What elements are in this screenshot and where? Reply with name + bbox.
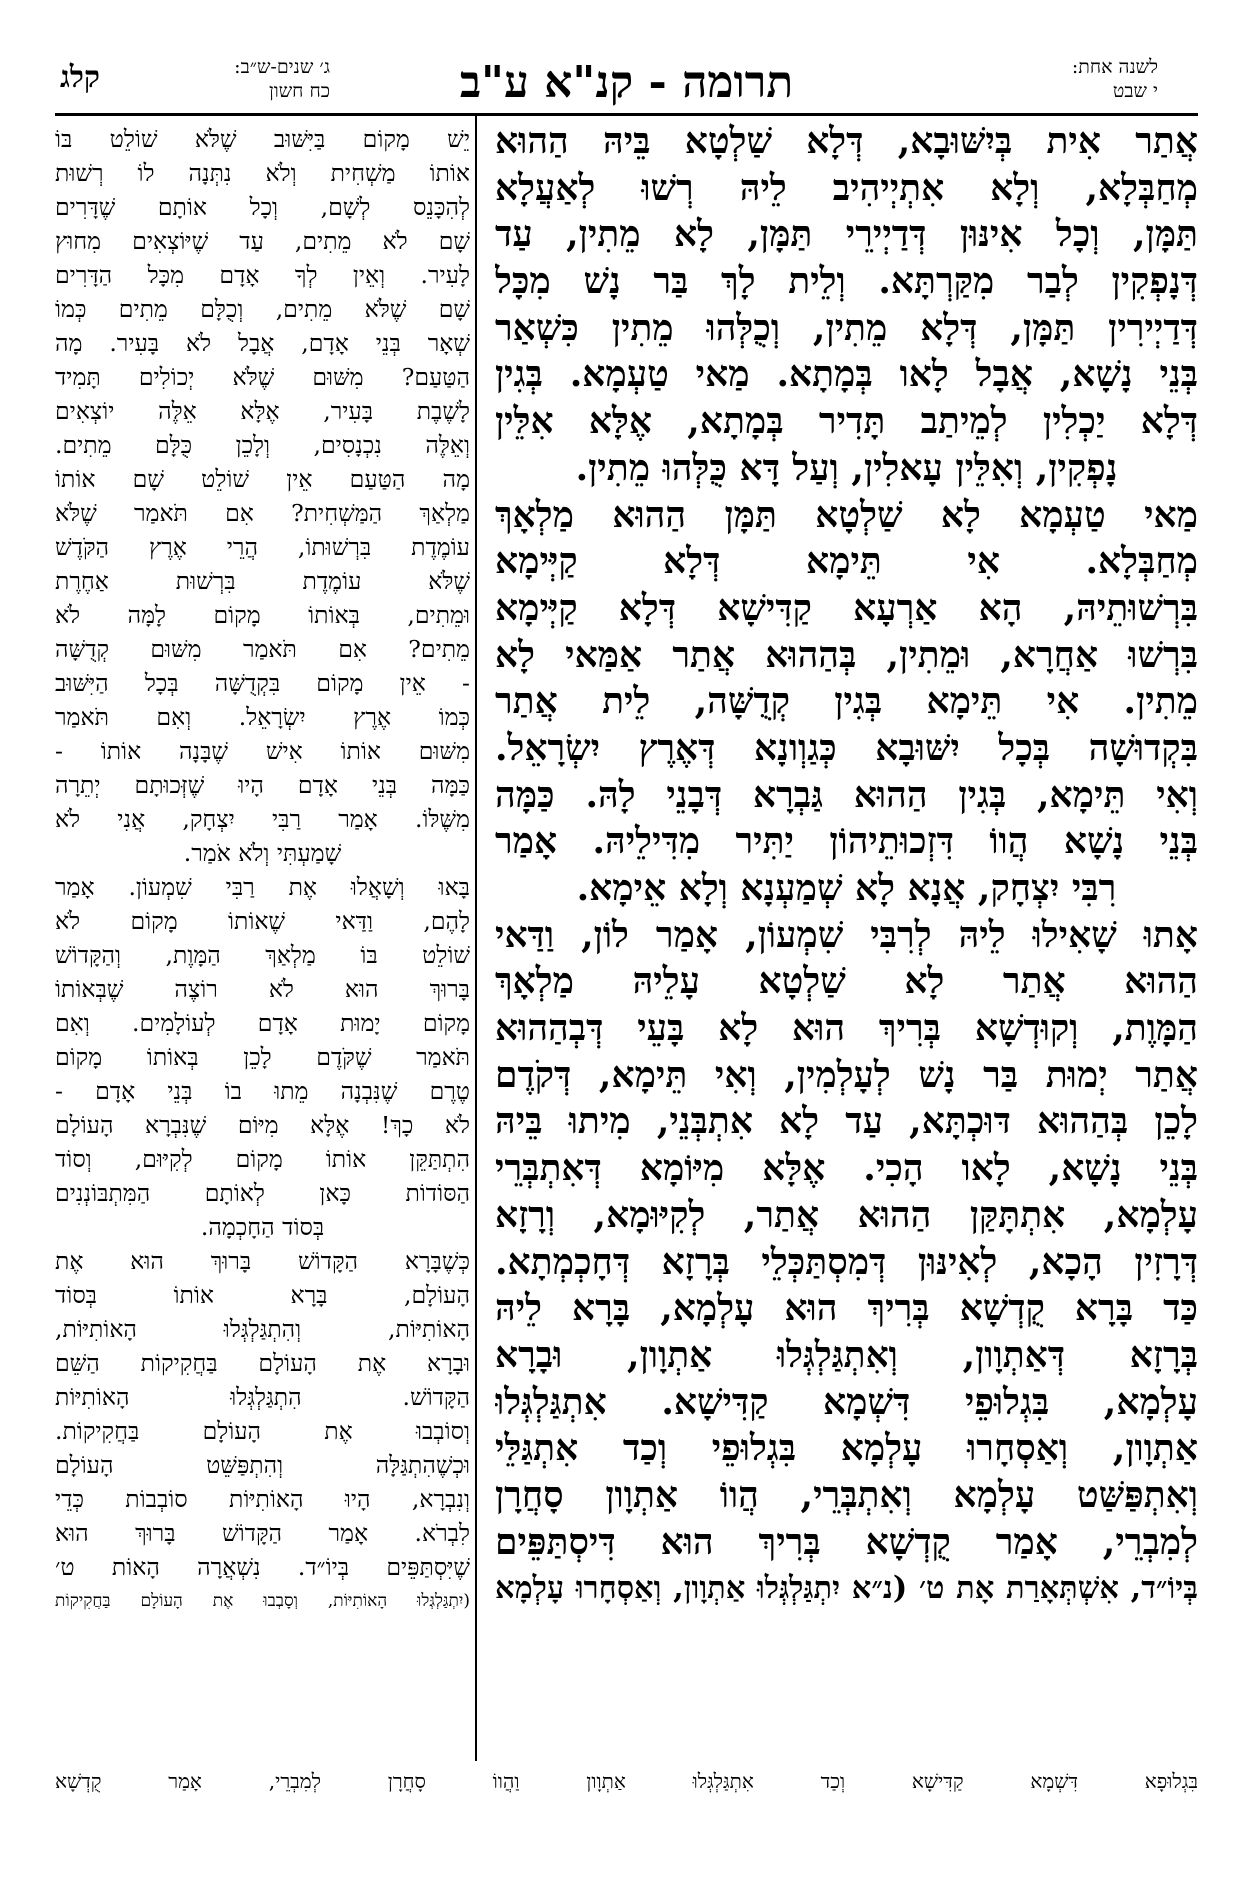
main-text-line: מַאי טַעְמָא לָא שַׁלְטָא תַּמָּן הַהוּא מַלְאָךְ — [495, 493, 1198, 536]
main-text-line: בְּרָזָא דְּאַתְוָון, וְאִתְגַּלְגְּלוּ אַתְוָון, וּבָרָא — [495, 1333, 1198, 1376]
side-text-line: מַלְאַךְ הַמַּשְׁחִית? אִם תֹּאמַר שֶׁלֹּא — [55, 499, 470, 527]
side-text-line: (יִתְגַּלְגְּלוּ הָאוֹתִיּוֹת, וְסָבְבוּ אֶת הָעוֹלָם בַּחֲקִיקוֹת — [55, 1591, 470, 1611]
side-text-line: מִשּׁוּם אוֹתוֹ אִישׁ שֶׁבָּנָה אוֹתוֹ - — [55, 737, 470, 765]
column-divider — [475, 116, 477, 1761]
side-text-line: שׁוֹלֵט בּוֹ מַלְאַךְ הַמָּוֶת, וְהַקָּדוֹשׁ — [55, 941, 470, 969]
side-text-line: מִשֶּׁלּוֹ. אָמַר רַבִּי יִצְחָק, אֲנִי לֹא — [55, 805, 470, 833]
main-text-line: נָפְקִין, וְאִלֵּין עָאלִין, וְעַל דָּא כֻּלְּהוּ מֵתִין. — [575, 446, 1118, 489]
side-text-line: לִבְרֹא. אָמַר הַקָּדוֹשׁ בָּרוּךְ הוּא — [55, 1519, 470, 1547]
side-text-line: לָעִיר. וְאֵין לְךָ אָדָם מִכָּל הַדָּרִים — [55, 261, 470, 289]
schedule-one-year-label: לשנה אחת: — [1071, 56, 1158, 78]
side-text-line: תֹּאמַר שֶׁקֹּדֶם לָכֵן בְּאוֹתוֹ מָקוֹם — [55, 1043, 470, 1071]
side-text-line: וּכְשֶׁהִתְגַּלָּה וְהִתְפַּשֵּׁט הָעוֹלָם — [55, 1451, 470, 1479]
main-text-line: בְּנֵי נָשָׁא, לָאו הָכִי. אֶלָּא מִיּוֹמָא דְּאִתְבְּרֵי — [495, 1147, 1198, 1190]
header-divider — [55, 113, 1198, 116]
side-text-line: הַסּוֹדוֹת כָּאן לְאוֹתָם הַמִּתְבּוֹנְנִים — [55, 1179, 470, 1207]
main-text-line: לָכֵן בְּהַהוּא דּוּכְתָּא, עַד לָא אִתְבְּנֵי, מִיתוּ בֵּיהּ — [495, 1100, 1198, 1143]
side-text-line: וּמֵתִים, בְּאוֹתוֹ מָקוֹם לָמָּה לֹא — [55, 601, 470, 629]
main-text-line: דְּנָפְקִין לְבַר מִקַּרְתָּא. וְלֵית לָךְ בַּר נָשׁ מִכָּל — [495, 260, 1198, 303]
side-text-line: שֶׁלֹּא עוֹמֶדֶת בִּרְשׁוּת אַחֶרֶת — [55, 567, 470, 595]
side-text-line: כְּמוֹ אֶרֶץ יִשְׂרָאֵל. וְאִם תֹּאמַר — [55, 703, 470, 731]
side-text-line: עוֹמֶדֶת בִּרְשׁוּתוֹ, הֲרֵי אֶרֶץ הַקֹּדֶשׁ — [55, 533, 470, 561]
main-text-line: עָלְמָא, אִתְתָּקַּן הַהוּא אֲתַר, לְקִיּוּמָא, וְרָזָא — [495, 1193, 1198, 1236]
side-text-line: לֹא כָךְ! אֶלָּא מִיּוֹם שֶׁנִּבְרָא הָעוֹלָם — [55, 1111, 470, 1139]
side-text-line: כַּמָּה בְּנֵי אָדָם הָיוּ שֶׁזְּכוּתָם יְתֵרָה — [55, 771, 470, 799]
side-text-line: מָקוֹם יָמוּת אָדָם לְעוֹלָמִים. וְאִם — [55, 1009, 470, 1037]
footnote-line: בִּגְלוּפָא דִּשְׁמָא קַדִּישָׁא וְכַד אִתְגַּלְגְּלוּ אַתְוָון וַהֲווֹ סָחֲרָן לְמִבְרֵי, אָמַר קֻדְשָׁא — [55, 1769, 1198, 1793]
main-text-line: בְּנֵי נָשָׁא הֲווֹ דִּזְכוּתֵיהוֹן יַתִּיר מִדִּילֵיהּ. אָמַר — [495, 820, 1198, 863]
side-text-line: שֶׁיִּסְתַּפֵּים בְּיוֹ״ד. נִשְׁאֲרָה הָאוֹת ט׳ — [55, 1553, 470, 1581]
side-text-line: שָׁם לֹא מֵתִים, עַד שֶׁיּוֹצְאִים מִחוּץ — [55, 227, 470, 255]
main-text-line: אֲתַר אִית בְּיִשּׁוּבָא, דְּלָא שַׁלְטָא בֵּיהּ הַהוּא — [495, 120, 1198, 162]
side-text-line: - אֵין מָקוֹם בִּקְדֻשָּׁה בְּכָל הַיִּשּׁוּב — [55, 669, 470, 697]
side-text-line: טֶרֶם שֶׁנִּבְנָה מֵתוּ בוֹ בְּנֵי אָדָם - — [55, 1077, 470, 1105]
main-text-line: וְאִי תֵּימָא, בְּגִין הַהוּא גַּבְרָא דְּבָנֵי לָהּ. כַּמָּה — [495, 773, 1198, 816]
main-text-line: דְּרָזִין הָכָא, לְאִינּוּן דְּמִסְתַּכְּלֵי בְּרָזָא דְּחָכְמְתָא. — [495, 1240, 1198, 1283]
side-text-line: וְאֵלֶּה נִכְנָסִים, וְלָכֵן כֻּלָּם מֵתִים. — [55, 431, 470, 459]
side-text-line: כְּשֶׁבָּרָא הַקָּדוֹשׁ בָּרוּךְ הוּא אֶת — [55, 1247, 470, 1275]
schedule-one-year-date: י שבט — [1112, 80, 1158, 102]
side-text-line: הַטַּעַם? מִשּׁוּם שֶׁלֹּא יְכוֹלִים תָּמִיד — [55, 363, 470, 391]
side-text-line: לְהִכָּנֵס לְשָׁם, וְכָל אוֹתָם שֶׁדָּרִים — [55, 193, 470, 221]
main-text-line: מְחַבְּלָא. אִי תֵּימָא דְּלָא קַיְּימָא — [495, 540, 1198, 583]
main-text-line: אֲתַר יְמוּת בַּר נָשׁ לְעָלְמִין, וְאִי תֵּימָא, דְּקֹדֶם — [495, 1053, 1198, 1096]
main-text-line: הַמָּוֶת, וְקוּדְשָׁא בְּרִיךְ הוּא לָא בָּעֵי דְּבְהַהוּא — [495, 1007, 1198, 1050]
side-text-line: לָהֶם, וַדַּאי שֶׁאוֹתוֹ מָקוֹם לֹא — [55, 907, 470, 935]
main-text-line: אַתְוָון, וְאַסְחָרוּ עָלְמָא בִּגְלוּפֵי וְכַד אִתְגַּלֵּי — [495, 1427, 1198, 1470]
side-text-line: בָּאוּ וְשָׁאֲלוּ אֶת רַבִּי שִׁמְעוֹן. אָמַר — [55, 873, 470, 901]
side-text-line: וְסוֹבְבוּ אֶת הָעוֹלָם בַּחֲקִיקוֹת. — [55, 1417, 470, 1445]
main-text-line: עָלְמָא, בִּגְלוּפֵי דִּשְׁמָא קַדִּישָׁא. אִתְגַּלְגְּלוּ — [495, 1380, 1198, 1423]
side-text-line: שָׁמַעְתִּי וְלֹא אֹמַר. — [183, 839, 342, 867]
side-text-line: וּבָרָא אֶת הָעוֹלָם בַּחֲקִיקוֹת הַשֵּׁם — [55, 1349, 470, 1377]
main-text-line: בִּרְשׁוּתֵיהּ, הָא אַרְעָא קַדִּישָׁא דְּלָא קַיְּימָא — [495, 586, 1198, 629]
main-text-line: מֵתִין. אִי תֵּימָא בְּגִין קְדֻשָּׁה, לֵית אֲתַר — [495, 680, 1198, 723]
schedule-three-years-label: ג׳ שנים-ש״ב: — [234, 56, 330, 78]
main-text-line: דְּדַיְירִין תַּמָּן, דְּלָא מֵתִין, וְכֻלְּהוּ מֵתִין כִּשְׁאַר — [495, 306, 1198, 349]
side-text-line: הִתְתַּקֵּן אוֹתוֹ מָקוֹם לְקִיּוּם, וְסוֹד — [55, 1145, 470, 1173]
main-text-line: בְּיוֹ״ד, אִשְׁתְּאָרַת אָת ט׳ (נ״א יִתְגַּלְגְּלוּ אַתְוָון, וְאַסְחָרוּ עָלְמָא — [495, 1570, 1198, 1607]
page-number: קלג — [60, 60, 100, 95]
page-title: תרומה - קנ"א ע"ב — [459, 57, 794, 108]
header-left-schedule — [140, 55, 330, 111]
main-text-line: בִּקְדוּשָׁה בְּכָל יִשּׁוּבָא כְּגַוְונָא דְּאֶרֶץ יִשְׂרָאֵל. — [495, 726, 1198, 769]
side-text-line: בְּסוֹד הַחָכְמָה. — [200, 1213, 325, 1241]
main-text-line: דְּלָא יַכְלִין לְמֵיתַב תָּדִיר בְּמָתָא, אֶלָּא אִלֵּין — [495, 400, 1198, 443]
main-text-line: תַּמָּן, וְכָל אִינּוּן דְּדַיְירֵי תַּמָּן, לָא מֵתִין, עַד — [495, 213, 1198, 256]
main-text-line: בְּנֵי נָשָׁא, אֲבָל לָאו בְּמָתָא. מַאי טַעְמָא. בְּגִין — [495, 353, 1198, 396]
side-text-line: בָּרוּךְ הוּא לֹא רוֹצֶה שֶׁבְּאוֹתוֹ — [55, 975, 470, 1003]
side-text-line: שְׁאָר בְּנֵי אָדָם, אֲבָל לֹא בָּעִיר. מָה — [55, 329, 470, 357]
hebrew-translation-column — [55, 122, 470, 1762]
side-text-line: יֵשׁ מָקוֹם בַּיִּשּׁוּב שֶׁלֹּא שׁוֹלֵט בּוֹ — [55, 125, 470, 153]
main-text-line: מְחַבְּלָא, וְלָא אִתְיְיהִיב לֵיהּ רְשׁוּ לְאַעֲלָא — [495, 166, 1198, 209]
side-text-line: לָשֶׁבֶת בָּעִיר, אֶלָּא אֵלֶּה יוֹצְאִים — [55, 397, 470, 425]
aramaic-text-column — [495, 118, 1198, 1758]
main-text-line: הַהוּא אֲתַר לָא שַׁלְטָא עָלֵיהּ מַלְאָךְ — [495, 960, 1198, 1003]
side-text-line: מֵתִים? אִם תֹּאמַר מִשּׁוּם קְדֻשָּׁה — [55, 635, 470, 663]
schedule-three-years-date: כח חשון — [269, 80, 330, 102]
main-text-line: בִּרְשׁוּ אַחֲרָא, וּמֵתִין, בְּהַהוּא אֲתַר אַמַּאי לָא — [495, 633, 1198, 676]
side-text-line: הַקָּדוֹשׁ. הִתְגַּלְגְּלוּ הָאוֹתִיּוֹת — [55, 1383, 470, 1411]
side-text-line: הָעוֹלָם, בָּרָא אוֹתוֹ בְּסוֹד — [55, 1281, 470, 1309]
main-text-line: וְאִתְפַּשַּׁט עָלְמָא וְאִתְבְּרֵי, הֲווֹ אַתְוָון סָחֲרָן — [495, 1473, 1198, 1516]
main-text-line: לְמִבְרֵי, אָמַר קֻדְשָׁא בְּרִיךְ הוּא דִּיסְתַּפֵּים — [495, 1520, 1198, 1563]
main-text-line: אָתוּ שָׁאִילוּ לֵיהּ לְרִבִּי שִׁמְעוֹן, אָמַר לוֹן, וַדַּאי — [495, 913, 1198, 956]
side-text-line: וְנִבְרָא, הָיוּ הָאוֹתִיּוֹת סוֹבְבוֹת כְּדֵי — [55, 1485, 470, 1513]
side-text-line: שָׁם שֶׁלֹּא מֵתִים, וְכֻלָּם מֵתִים כְּמוֹ — [55, 295, 470, 323]
main-text-line: רִבִּי יִצְחָק, אֲנָא לָא שְׁמַעְנָא וְלָא אֵימָא. — [576, 867, 1117, 909]
side-text-line: מָה הַטַּעַם אֵין שׁוֹלֵט שָׁם אוֹתוֹ — [55, 465, 470, 493]
side-text-line: הָאוֹתִיּוֹת, וְהִתְגַּלְגְּלוּ הָאוֹתִיּוֹת, — [55, 1315, 470, 1343]
side-text-line: אוֹתוֹ מַשְׁחִית וְלֹא נִתְּנָה לוֹ רְשׁוּת — [55, 159, 470, 187]
main-text-line: כַּד בָּרָא קֻדְשָׁא בְּרִיךְ הוּא עָלְמָא, בָּרָא לֵיהּ — [495, 1287, 1198, 1330]
